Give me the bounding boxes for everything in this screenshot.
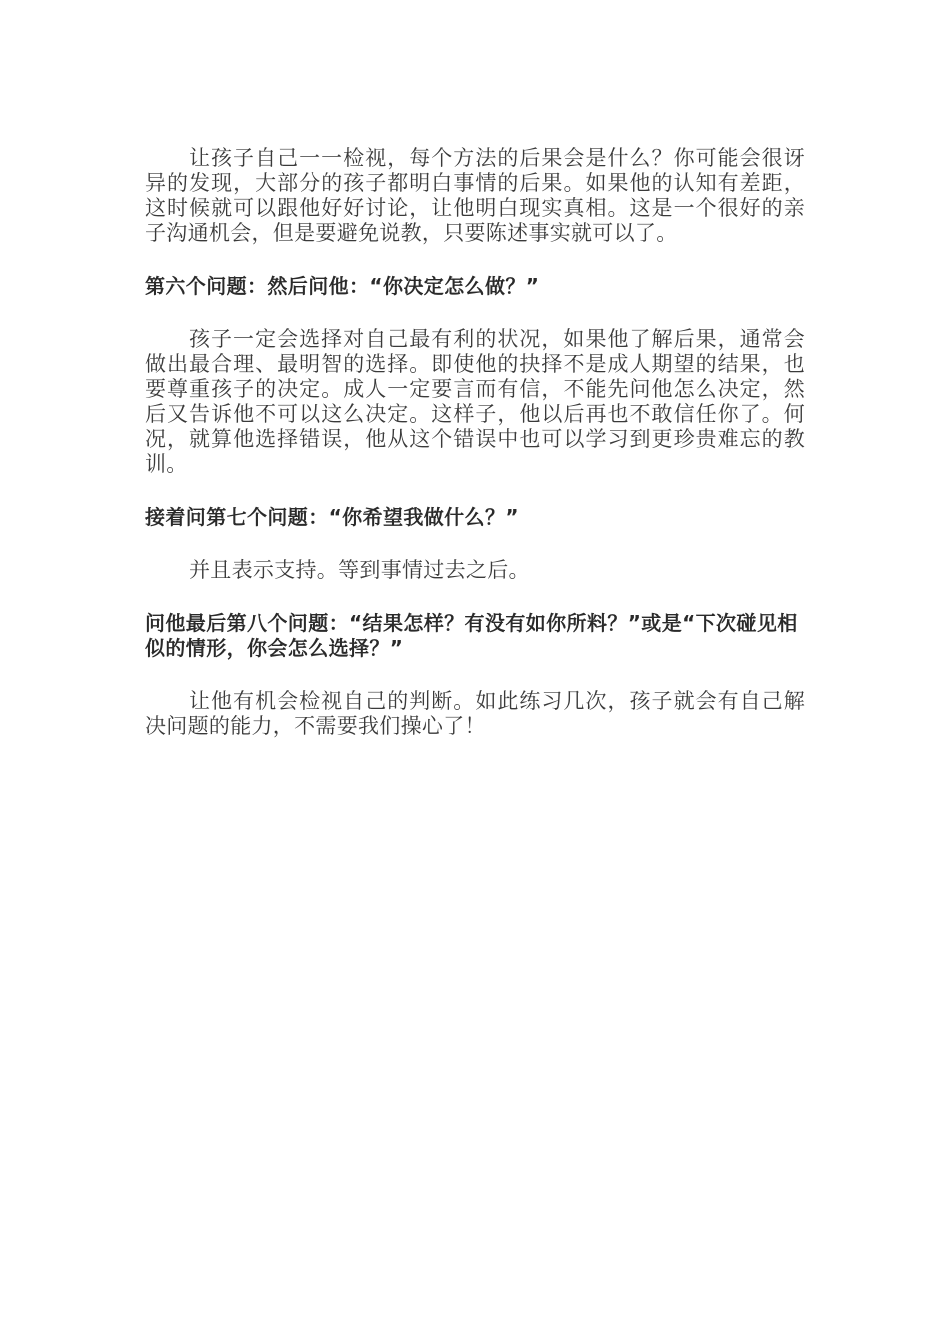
question-heading: 第六个问题：然后问他：“你决定怎么做？” xyxy=(145,274,540,298)
paragraph: 让孩子自己一一检视，每个方法的后果会是什么？你可能会很讶异的发现，大部分的孩子都明白事情的后果。如果他的认知有差距，这时候就可以跟他好好讨论，让他明白现实真相。这是一个很好的亲子沟通机会，但是要避免说教，只要陈述事实就可以了。 xyxy=(145,146,805,245)
question-heading: 问他最后第八个问题：“结果怎样？有没有如你所料？”或是“下次碰见相似的情形，你会怎么选择？” xyxy=(145,611,798,660)
spacer xyxy=(145,661,805,689)
spacer xyxy=(145,477,805,505)
spacer xyxy=(145,246,805,274)
document-body xyxy=(145,146,805,739)
paragraph: 并且表示支持。等到事情过去之后。 xyxy=(189,558,530,582)
paragraph: 孩子一定会选择对自己最有利的状况，如果他了解后果，通常会做出最合理、最明智的选择。即使他的抉择不是成人期望的结果，也要尊重孩子的决定。成人一定要言而有信，不能先问他怎么决定，然后又告诉他不可以这么决定。这样子，他以后再也不敢信任你了。何况，就算他选择错误，他从这个错误中也可以学习到更珍贵难忘的教训。 xyxy=(145,327,805,476)
spacer xyxy=(145,530,805,558)
spacer xyxy=(145,583,805,611)
paragraph: 让他有机会检视自己的判断。如此练习几次，孩子就会有自己解决问题的能力，不需要我们操心了！ xyxy=(145,689,805,738)
spacer xyxy=(145,299,805,327)
question-heading: 接着问第七个问题：“你希望我做什么？” xyxy=(145,505,519,529)
